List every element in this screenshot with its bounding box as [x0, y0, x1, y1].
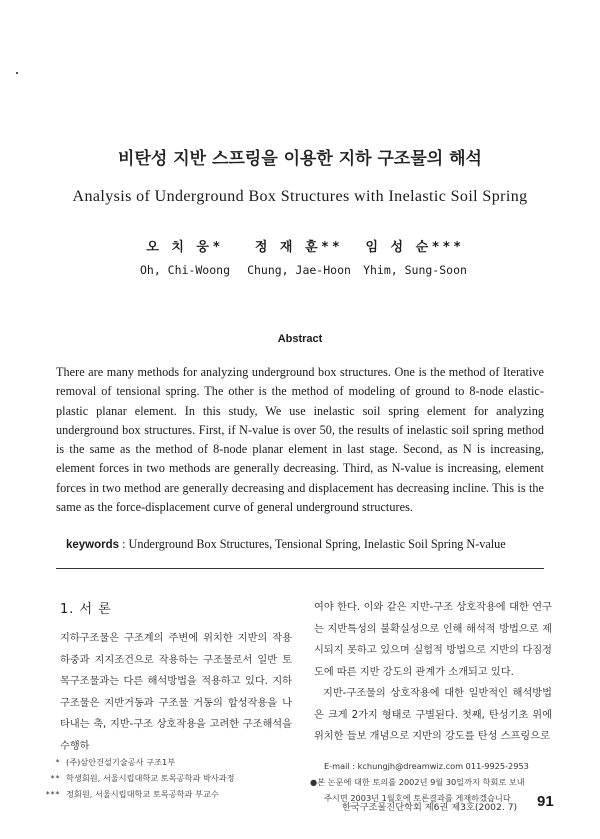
section-divider — [56, 568, 544, 569]
author-name-english: Yhim, Sung-Soon — [363, 263, 467, 277]
footnote — [40, 786, 300, 802]
author-3 — [330, 236, 500, 277]
body-paragraph: 지하구조물은 구조계의 주변에 위치한 지반의 작용하중과 지지조건으로 작용하는 구조물로서 일반 토목구조물과는 다른 해석방법을 적용하고 있다. 지하구조물은 지반거동과 구조물 거동의 합성작용을 나타내는 축, 지반-구조 상호작용을 고려한 구조해석을 수행하 — [60, 633, 292, 752]
author-name-english: Oh, Chi-Woong — [139, 263, 230, 277]
footnotes-affiliations — [40, 754, 300, 802]
keywords-text: : Underground Box Structures, Tensional Spring, Inelastic Soil Spring N-value — [119, 537, 506, 551]
journal-citation: 한국구조물진단학회 제6권 제3호(2002. 7) — [342, 802, 518, 813]
section-heading: 1. 서 론 — [60, 602, 112, 617]
keywords-label: keywords — [66, 539, 120, 551]
body-column-left — [60, 628, 292, 757]
abstract-body: There are many methods for analyzing underground box structures. One is the method of Iterative removal of tensional spring. The other is the method of modeling of ground to 8-node elastic-plastic planar element. In this study, We use inelastic soil spring element for analyzing underground box structures. First, if N-value is over 50, the results of inelastic soil spring method is the same as the method of 8-node planar element in last stage. Second, as N is increasing, element forces in two methods are generally decreasing. Third, as N-value is increasing, element forces in two method are generally decreasing and displacement has decreasing incline. This is the same as the force-displacement curve of general underground structures. — [56, 365, 544, 515]
footnote-mark: *** — [45, 789, 60, 799]
footnote — [40, 754, 300, 770]
keywords-line — [66, 537, 546, 552]
author-name-korean: 임 성 순*** — [365, 240, 465, 255]
footnote-mark: * — [55, 757, 60, 767]
title-korean: 비탄성 지반 스프링을 이용한 지하 구조물의 해석 — [118, 149, 482, 169]
stray-dot — [16, 72, 18, 74]
footnote-text: (주)삼안건설기술공사 구조1부 — [66, 757, 176, 767]
author-name-korean: 정 재 훈** — [254, 240, 344, 255]
title-english: Analysis of Underground Box Structures with Inelastic Soil Spring — [72, 188, 528, 205]
footnote-mark: ** — [50, 773, 60, 783]
footnote — [40, 770, 300, 786]
body-paragraph: 여야 한다. 이와 같은 지반-구조 상호작용에 대한 연구는 지반특성의 불확실성으로 인해 해석적 방법으로 제시되지 못하고 있으며 실험적 방법으로 지반의 다짐정도에 따른 지반 강도의 관계가 소개되고 있다. — [314, 602, 552, 678]
author-name-korean: 오 치 웅* — [146, 240, 224, 255]
discussion-note: ●본 논문에 대한 토의를 2002년 9월 30일까지 학회로 보내 — [310, 777, 525, 787]
body-paragraph: 지반-구조물의 상호작용에 대한 일반적인 해석방법은 크게 2가지 형태로 구별된다. 첫째, 탄성기초 위에 위치한 들보 개념으로 지반의 강도를 탄성 스프링으로 — [314, 688, 552, 742]
footnote-text: 정회원, 서울시립대학교 토목공학과 부교수 — [66, 789, 219, 799]
contact-email: E-mail : kchungjh@dreamwiz.com 011-9925-2953 — [324, 761, 529, 771]
author-name-english: Chung, Jae-Hoon — [247, 263, 351, 277]
page-number: 91 — [537, 793, 554, 810]
body-column-right — [314, 597, 552, 748]
footnote-text: 학생회원, 서울시립대학교 토목공학과 박사과정 — [66, 773, 235, 783]
abstract-heading: Abstract — [277, 333, 323, 345]
discussion-note-cont: 주시면 2003년 1월호에 토론결과를 게재하겠습니다 — [324, 793, 511, 803]
